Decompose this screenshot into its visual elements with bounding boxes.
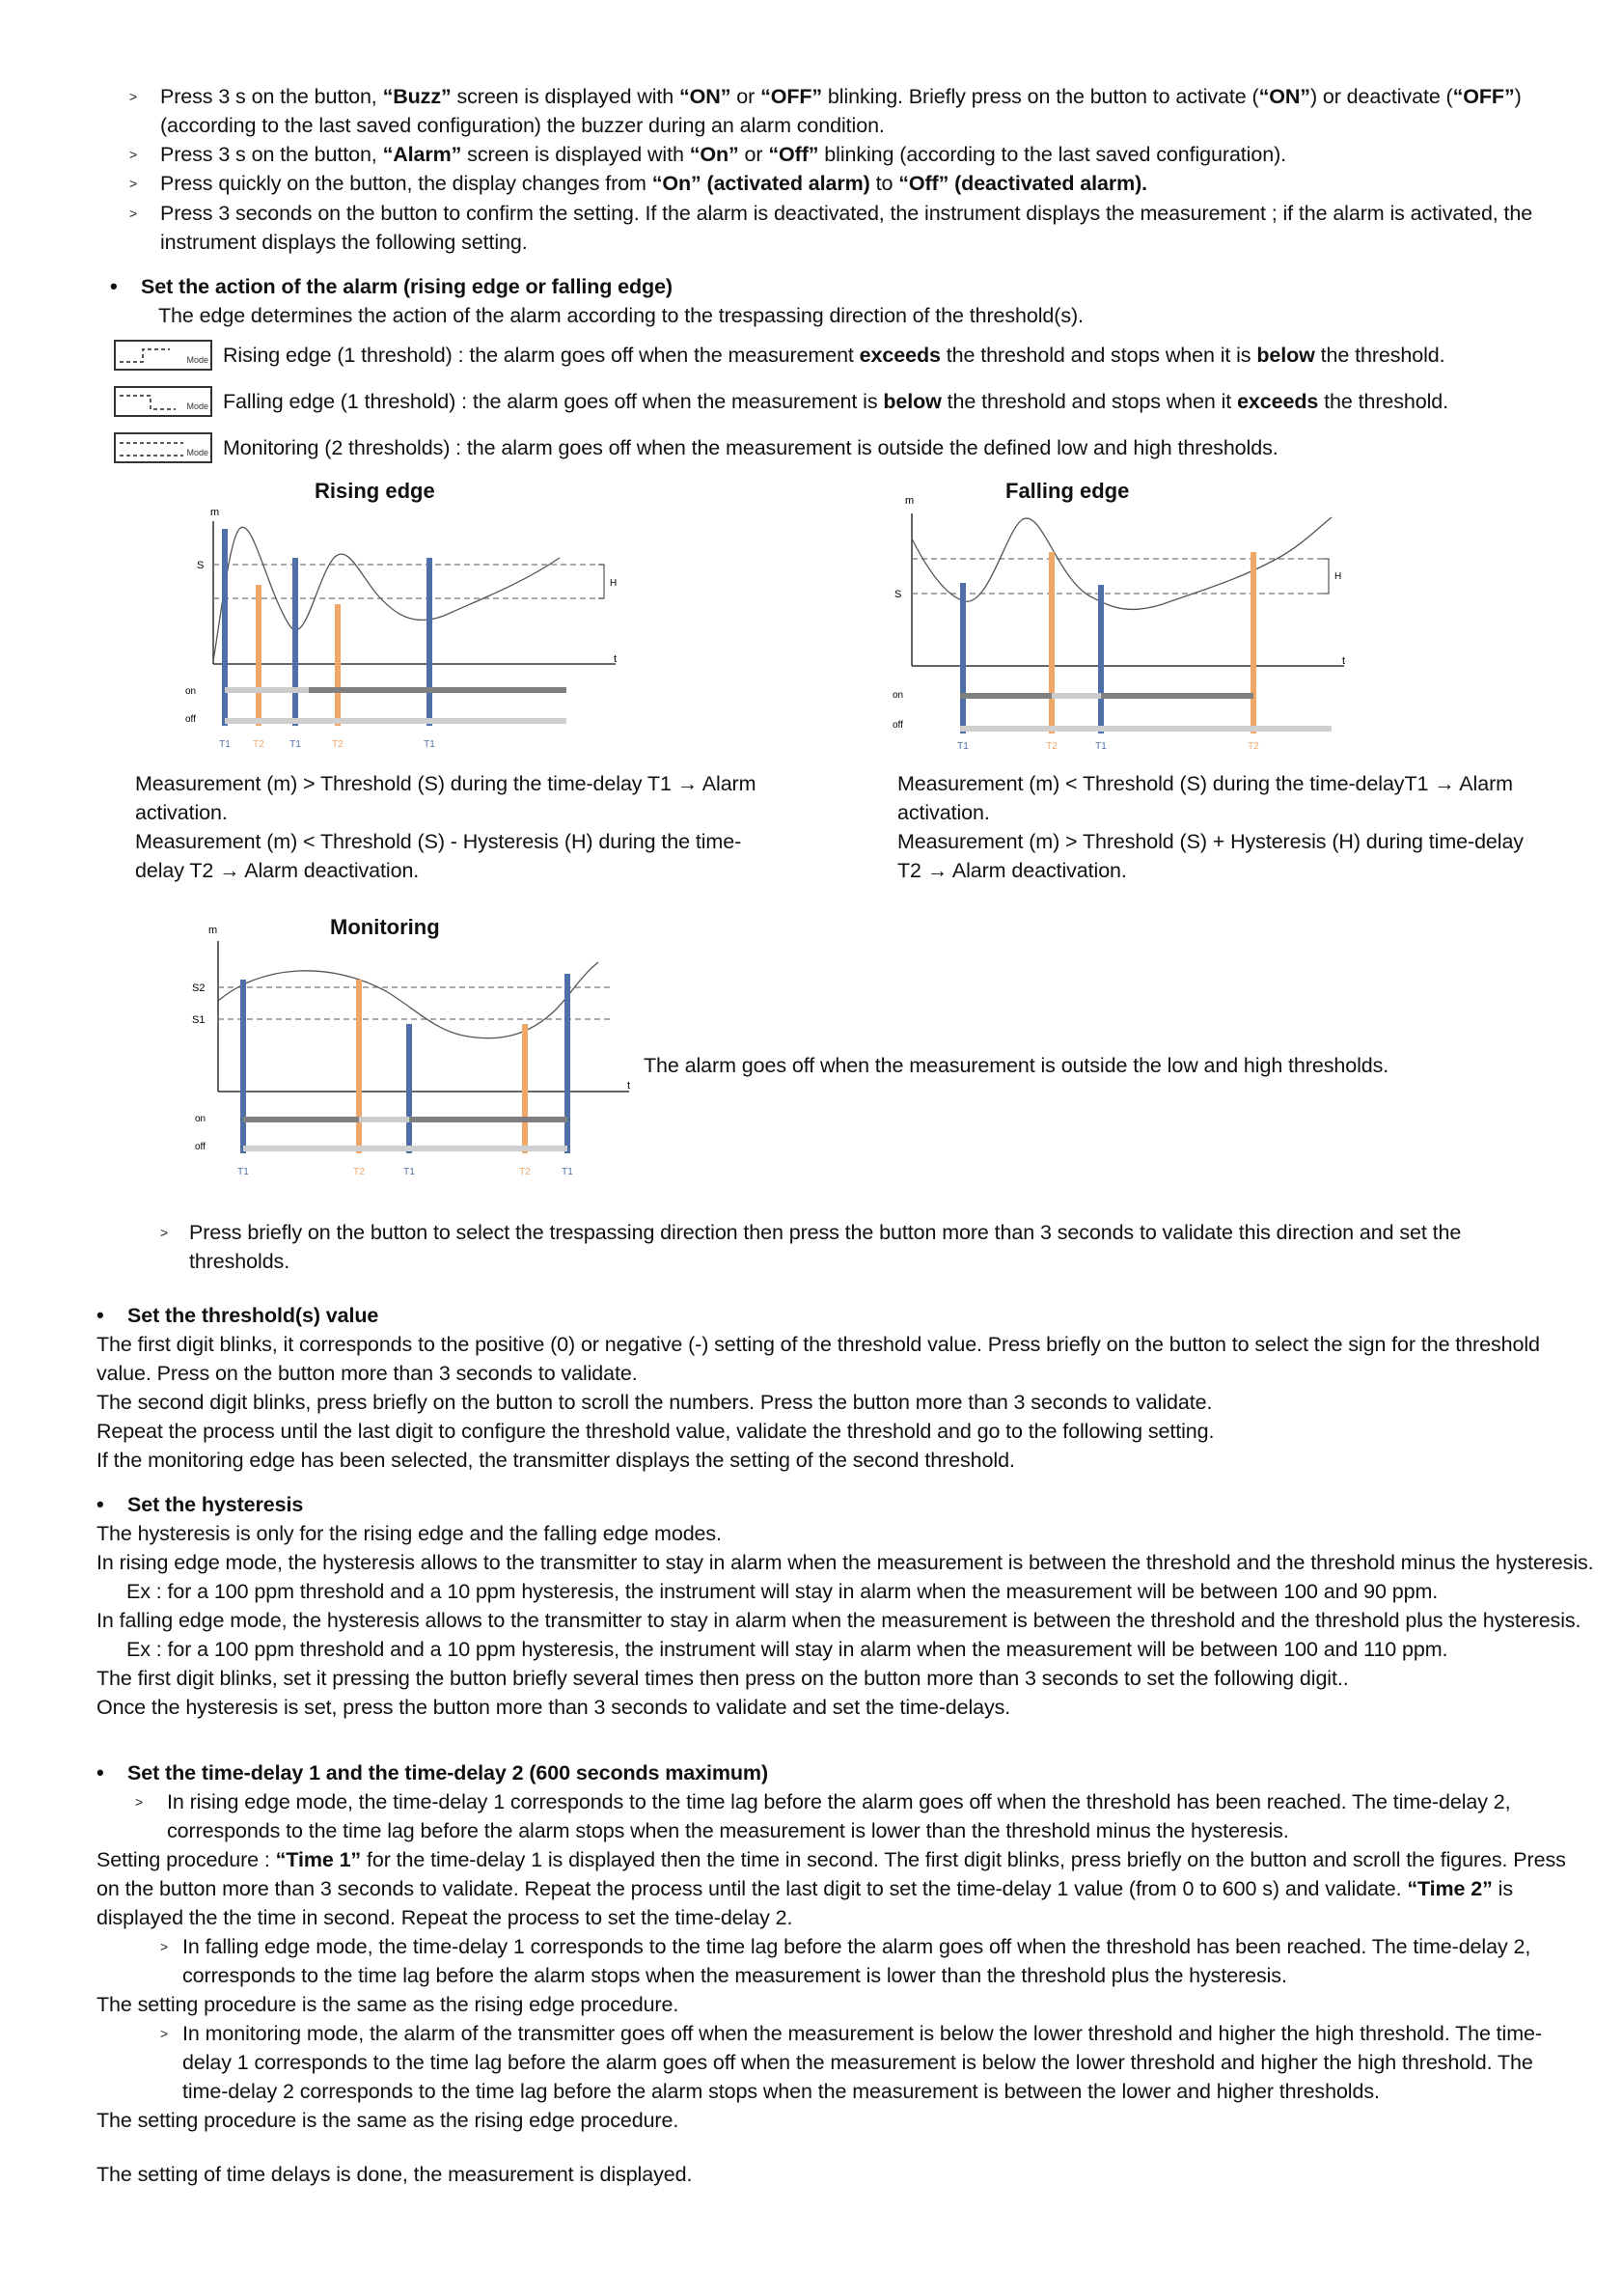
alarm-markers	[957, 552, 1259, 751]
x-axis-label: t	[627, 1080, 631, 1092]
t2-marker-bar	[1049, 552, 1055, 733]
caption-line: Measurement (m) > Threshold (S) during the time-delay T1 → Alarm	[135, 772, 756, 795]
t1-marker-bar	[406, 1024, 412, 1153]
text-run: screen is displayed with	[461, 143, 690, 166]
text-run: screen is displayed with	[451, 85, 680, 108]
t1-marker-bar	[292, 558, 298, 726]
rich-line	[160, 228, 528, 257]
caption-line: delay T2 → Alarm deactivation.	[135, 859, 420, 882]
on-state-bar	[243, 1117, 359, 1122]
body-line: Once the hysteresis is set, press the button more than 3 seconds to validate and set the time-delays.	[96, 1696, 1011, 1719]
marker-label: T1	[237, 1167, 249, 1177]
t2-marker-bar	[335, 604, 341, 726]
bold-text: “On”	[689, 143, 739, 166]
monitoring-mode-icon-drawing	[116, 434, 214, 465]
bold-text: “Off”	[768, 143, 819, 166]
bullet-dot-icon: •	[110, 274, 118, 298]
select-direction-line: Press briefly on the button to select the trespassing direction then press the button more than 3 seconds to validate this direction and set the	[189, 1221, 1462, 1244]
text-run: Press 3 s on the button,	[160, 143, 383, 166]
body-line: In monitoring mode, the alarm of the transmitter goes off when the measurement is below the lower threshold and higher the high threshold. The time-	[182, 2022, 1542, 2045]
arrow-bullet-icon: >	[129, 89, 138, 104]
t1-marker-bar	[960, 583, 966, 733]
text-run: Press 3 seconds on the button to confirm the setting. If the alarm is deactivated, the instrument displays the measurement ; if the alarm is activated, the	[160, 202, 1533, 225]
on-state-bar	[1101, 693, 1253, 699]
marker-label: T1	[219, 739, 231, 750]
text-run: Press 3 s on the button,	[160, 85, 383, 108]
state-on-label: on	[195, 1114, 206, 1124]
text-run: the threshold and stops when it is	[940, 344, 1257, 367]
arrow-bullet-icon: >	[135, 1794, 144, 1810]
bold-text: below	[1256, 344, 1315, 367]
t1-marker-bar	[426, 558, 432, 726]
hysteresis-bracket	[598, 565, 604, 598]
rising-mode-icon-drawing	[116, 342, 214, 373]
bold-text: “Off” (deactivated alarm).	[898, 172, 1148, 195]
x-axis-label: t	[614, 653, 618, 665]
off-baseline-bar	[960, 726, 1332, 732]
measurement-curve	[213, 527, 560, 661]
text-run: the threshold and stops when it	[941, 390, 1238, 413]
rising-mode-icon	[114, 340, 212, 371]
rich-line	[160, 140, 1286, 169]
mode-icon-label: Mode	[186, 448, 208, 457]
body-line: Repeat the process until the last digit to configure the threshold value, validate the threshold and go to the following setting.	[96, 1420, 1215, 1443]
state-off-label: off	[185, 714, 196, 725]
y-axis-label: m	[905, 495, 915, 507]
off-state-bar	[359, 1117, 409, 1122]
state-off-label: off	[195, 1142, 206, 1152]
text-run: the threshold.	[1314, 344, 1445, 367]
body-line: In falling edge mode, the hysteresis allows to the transmitter to stay in alarm when the measurement is between the threshold and the threshold plus the hysteresis.	[96, 1609, 1581, 1632]
monitoring-caption: The alarm goes off when the measurement is outside the low and high thresholds.	[644, 1054, 1389, 1077]
t2-marker-bar	[256, 585, 261, 726]
text-run: ) or deactivate (	[1309, 85, 1453, 108]
mode-falling-text	[223, 387, 1448, 416]
rising-edge-chart	[174, 502, 627, 753]
body-line: The hysteresis is only for the rising edge and the falling edge modes.	[96, 1522, 722, 1545]
text-run: Falling edge (1 threshold) : the alarm goes off when the measurement is	[223, 390, 884, 413]
state-on-label: on	[185, 686, 197, 697]
arrow-bullet-icon: >	[129, 206, 138, 221]
bold-text: “OFF”	[760, 85, 823, 108]
t1-marker-bar	[222, 529, 228, 726]
monitoring-mode-icon	[114, 432, 212, 463]
state-on-label: on	[893, 690, 904, 701]
off-baseline-bar	[243, 1146, 567, 1151]
threshold-label: S2	[192, 982, 206, 994]
t2-marker-bar	[356, 980, 362, 1153]
threshold-label: S	[894, 589, 902, 600]
monitoring-chart-title: Monitoring	[330, 915, 440, 939]
mode-icon-label: Mode	[186, 355, 208, 365]
rich-line	[160, 82, 1522, 111]
t2-marker-bar	[522, 1024, 528, 1153]
marker-label: T1	[957, 741, 969, 751]
caption-line: activation.	[897, 801, 990, 824]
text-run: or	[738, 143, 769, 166]
rich-line	[160, 169, 1147, 198]
rising-chart-title: Rising edge	[315, 479, 435, 503]
bullet-dot-icon: •	[96, 1760, 104, 1784]
off-state-bar	[225, 687, 309, 693]
measurement-curve	[912, 517, 1332, 609]
body-line: In falling edge mode, the time-delay 1 corresponds to the time lag before the alarm goes off when the threshold has been reached. The time-delay 2,	[182, 1935, 1531, 1958]
text-run: Setting procedure :	[96, 1848, 276, 1871]
example-line: Ex : for a 100 ppm threshold and a 10 ppm hysteresis, the instrument will stay in alarm when the measurement will be between 100 and 90 ppm.	[126, 1580, 1439, 1603]
section-heading: Set the hysteresis	[127, 1493, 304, 1516]
caption-line: activation.	[135, 801, 228, 824]
marker-label: T1	[562, 1167, 573, 1177]
on-state-bar	[409, 1117, 525, 1122]
body-line: The setting procedure is the same as the rising edge procedure.	[96, 1993, 679, 2016]
body-line: The first digit blinks, set it pressing the button briefly several times then press on the button more than 3 seconds to set the following digit..	[96, 1667, 1349, 1690]
text-run: the threshold.	[1318, 390, 1449, 413]
marker-label: T2	[1248, 741, 1259, 751]
body-line: time-delay 2 corresponds to the time lag before the alarm stops when the measurement is between the lower and higher thresholds.	[182, 2080, 1380, 2103]
bold-text: “ON”	[679, 85, 731, 108]
caption-line: Measurement (m) < Threshold (S) during the time-delayT1 → Alarm	[897, 772, 1513, 795]
t1-marker-bar	[240, 980, 246, 1153]
hysteresis-bracket	[1323, 559, 1329, 594]
rich-line	[160, 111, 885, 140]
rich-line	[96, 1874, 1513, 1903]
marker-label: T2	[253, 739, 264, 750]
monitoring-chart	[183, 922, 646, 1192]
alarm-markers	[219, 529, 435, 750]
bold-text: “Time 2”	[1407, 1877, 1493, 1900]
falling-edge-chart	[873, 490, 1356, 751]
text-run: blinking. Briefly press on the button to activate (	[822, 85, 1259, 108]
text-run: displayed the the time in second. Repeat the process to set the time-delay 2.	[96, 1906, 793, 1929]
t2-marker-bar	[1251, 552, 1256, 733]
bullet-dot-icon: •	[96, 1303, 104, 1327]
body-line: In rising edge mode, the time-delay 1 corresponds to the time lag before the alarm goes off when the threshold has been reached. The time-delay 2,	[167, 1790, 1511, 1813]
section-heading: Set the action of the alarm (rising edge or falling edge)	[141, 275, 673, 298]
bold-text: exceeds	[859, 344, 941, 367]
select-direction-line: thresholds.	[189, 1250, 290, 1273]
caption-line: Measurement (m) < Threshold (S) - Hysteresis (H) during the time-	[135, 830, 742, 853]
section-heading: Set the threshold(s) value	[127, 1304, 379, 1327]
bold-text: “Time 1”	[275, 1848, 362, 1871]
marker-label: T1	[424, 739, 435, 750]
text-run: to	[869, 172, 899, 195]
hysteresis-label: H	[610, 578, 618, 589]
bold-text: “On” (activated alarm)	[651, 172, 870, 195]
threshold-label: S	[197, 560, 205, 571]
body-line: corresponds to the time lag before the alarm stops when the measurement is lower than the threshold plus the hysteresis.	[182, 1964, 1287, 1987]
marker-label: T1	[289, 739, 301, 750]
bold-text: exceeds	[1237, 390, 1319, 413]
on-state-bar	[960, 693, 1052, 699]
y-axis-label: m	[210, 507, 220, 518]
falling-mode-icon	[114, 386, 212, 417]
arrow-bullet-icon: >	[129, 147, 138, 162]
text-run: )	[1514, 85, 1522, 108]
falling-mode-icon-drawing	[116, 388, 214, 419]
bullet-dot-icon: •	[96, 1492, 104, 1516]
marker-label: T2	[353, 1167, 365, 1177]
caption-line: T2 → Alarm deactivation.	[897, 859, 1127, 882]
text-run: or	[730, 85, 761, 108]
marker-label: T2	[332, 739, 344, 750]
x-axis-label: t	[1342, 655, 1346, 667]
body-line: If the monitoring edge has been selected, the transmitter displays the setting of the second threshold.	[96, 1449, 1015, 1472]
bold-text: below	[883, 390, 942, 413]
body-line: The second digit blinks, press briefly on the button to scroll the numbers. Press the button more than 3 seconds to validate.	[96, 1391, 1213, 1414]
text-run: is	[1492, 1877, 1513, 1900]
text-run: for the time-delay 1 is displayed then the time in second. The first digit blinks, press briefly on the button and scroll the figures. Press	[361, 1848, 1566, 1871]
body-line: corresponds to the time lag before the alarm stops when the measurement is lower than the threshold minus the hysteresis.	[167, 1819, 1289, 1842]
marker-label: T2	[1046, 741, 1058, 751]
text-run: Rising edge (1 threshold) : the alarm goes off when the measurement	[223, 344, 860, 367]
off-baseline-bar	[225, 718, 566, 724]
falling-chart-title: Falling edge	[1005, 479, 1130, 503]
body-line: delay 1 corresponds to the time lag before the alarm goes off when the measurement is below the lower threshold and higher the high threshold. The	[182, 2051, 1533, 2074]
bold-text: “OFF”	[1452, 85, 1515, 108]
t1-marker-bar	[564, 974, 570, 1153]
section-heading: Set the time-delay 1 and the time-delay 2 (600 seconds maximum)	[127, 1761, 769, 1784]
text-run: on the button more than 3 seconds to validate. Repeat the process until the last digit to set the time-delay 1 value (from 0 to 600 s) and validate.	[96, 1877, 1408, 1900]
text-run: (according to the last saved configuration) the buzzer during an alarm condition.	[160, 114, 885, 137]
bold-text: “ON”	[1258, 85, 1310, 108]
arrow-bullet-icon: >	[129, 176, 138, 191]
marker-label: T1	[403, 1167, 415, 1177]
mode-rising-text	[223, 341, 1445, 370]
off-state-bar	[1052, 693, 1101, 699]
rich-line	[96, 1903, 792, 1932]
edge-intro: The edge determines the action of the alarm according to the trespassing direction of the threshold(s).	[158, 304, 1084, 327]
text-run: Press quickly on the button, the display changes from	[160, 172, 652, 195]
rich-line	[160, 199, 1532, 228]
y-axis-label: m	[208, 925, 218, 936]
body-line: The first digit blinks, it corresponds to the positive (0) or negative (-) setting of the threshold value. Press briefly on the button to select the sign for the threshold	[96, 1333, 1540, 1356]
text-run: instrument displays the following setting.	[160, 231, 528, 254]
arrow-bullet-icon: >	[160, 1225, 169, 1240]
arrow-bullet-icon: >	[160, 1939, 169, 1954]
threshold-label: S1	[192, 1014, 206, 1026]
marker-label: T2	[519, 1167, 531, 1177]
on-state-bar	[525, 1117, 567, 1122]
hysteresis-label: H	[1334, 571, 1342, 582]
state-off-label: off	[893, 720, 903, 731]
caption-line: Measurement (m) > Threshold (S) + Hysteresis (H) during time-delay	[897, 830, 1524, 853]
bold-text: “Alarm”	[382, 143, 462, 166]
body-line: The setting of time delays is done, the measurement is displayed.	[96, 2163, 693, 2186]
body-line: value. Press on the button more than 3 seconds to validate.	[96, 1362, 638, 1385]
arrow-bullet-icon: >	[160, 2026, 169, 2041]
bold-text: “Buzz”	[382, 85, 452, 108]
text-run: Monitoring (2 thresholds) : the alarm goes off when the measurement is outside the defined low and high thresholds.	[223, 436, 1278, 459]
example-line: Ex : for a 100 ppm threshold and a 10 ppm hysteresis, the instrument will stay in alarm when the measurement will be between 100 and 110 ppm.	[126, 1638, 1448, 1661]
mode-monitoring-text	[223, 433, 1278, 462]
mode-icon-label: Mode	[186, 401, 208, 411]
marker-label: T1	[1095, 741, 1107, 751]
t1-marker-bar	[1098, 585, 1104, 733]
text-run: blinking (according to the last saved configuration).	[818, 143, 1287, 166]
rich-line	[96, 1845, 1566, 1874]
body-line: In rising edge mode, the hysteresis allows to the transmitter to stay in alarm when the measurement is between the threshold and the threshold minus the hysteresis.	[96, 1551, 1594, 1574]
on-state-bar	[309, 687, 566, 693]
body-line: The setting procedure is the same as the rising edge procedure.	[96, 2109, 679, 2132]
